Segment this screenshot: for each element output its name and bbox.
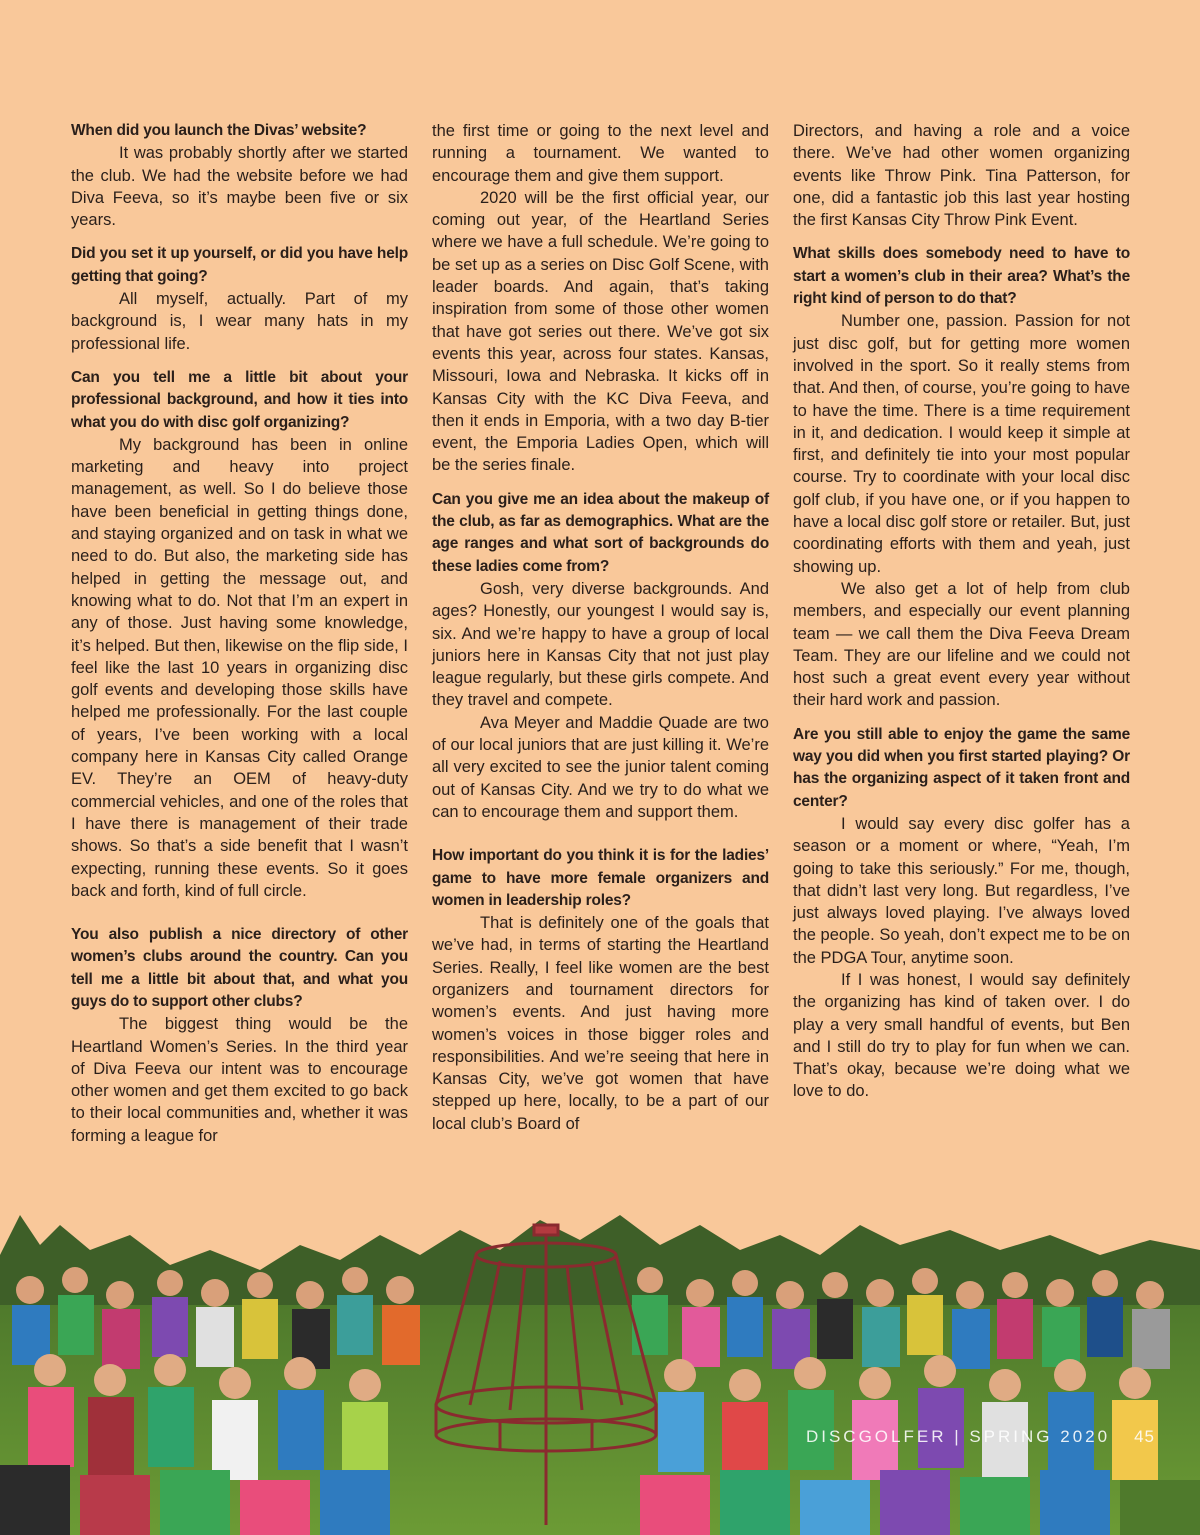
answer: Number one, passion. Passion for not just disc golf, but for getting more women involved in the sport. So it really stems from that. And then, of course, you’re going to have to have the time. There is a time requirement in it, and dedication. I would keep it simple at first, and definitely tie into your most popular course. Try to coordinate with your local disc golf club, if you have one, or if you happen to have a local disc golf store or retailer. But, just coordinating efforts with them and yeah, just showing up. [793, 312, 1130, 576]
page-footer [806, 1427, 1155, 1447]
answer: All myself, actually. Part of my background is, I wear many hats in my professional life. [71, 290, 408, 353]
question: When did you launch the Divas’ website? [71, 122, 367, 139]
question: Did you set it up yourself, or did you have help getting that going? [71, 245, 408, 285]
answer: Directors, and having a role and a voice there. We’ve had other women organizing events like Throw Pink. Tina Patterson, for one, did a fantastic job this last year hosting the first Kansas City Throw Pink Event. [793, 122, 1130, 230]
answer: I would say every disc golfer has a season or a moment or where, “Yeah, I’m going to take this seriously.” For me, though, that didn’t last very long. But regardless, I’ve just always loved playing. I’ve always loved the people. So yeah, don’t expect me to be on the PDGA Tour, anytime soon. [793, 814, 1130, 967]
column-3 [793, 120, 1130, 1147]
answer: That is definitely one of the goals that we’ve had, in terms of starting the Heartland Series. Really, I feel like women are the best organizers and tournament directors for women’s events. And just having more women’s voices in those bigger roles and responsibilities. And we’re seeing that here in Kansas City, we’ve got women that have stepped up here, locally, to be a part of our local club’s Board of [432, 914, 769, 1133]
answer: the first time or going to the next level and running a tournament. We wanted to encourage them and give them support. [432, 122, 769, 185]
column-1 [71, 120, 408, 1147]
answer: Ava Meyer and Maddie Quade are two of our local juniors that are just killing it. We’re all very excited to see the junior talent coming out of Kansas City. And we try to do what we can to encourage them and support them. [432, 713, 769, 821]
question: You also publish a nice directory of other women’s clubs around the country. Can you tell me a little bit about that, and what you guys do to support other clubs? [71, 926, 408, 1010]
answer: My background has been in online marketing and heavy into project management, as well. So I do believe those have been beneficial in getting things done, and staying organized and on task in what we need to do. But also, the marketing side has helped in getting the message out, and knowing what to do. Not that I’m an expert in any of those. Just having some knowledge, it’s helped. But then, likewise on the flip side, I feel like the last 10 years in organizing disc golf events and developing those skills have helped me professionally. For the last couple of years, I’ve been working with a local company here in Kansas City called Orange EV. They’re an OEM of heavy-duty commercial vehicles, and one of the roles that I have there is management of their trade shows. So that’s a side benefit that I wasn’t expecting, running these events. So it goes back and forth, kind of full circle. [71, 435, 408, 900]
question: How important do you think it is for the ladies’ game to have more female organizers and women in leadership roles? [432, 847, 769, 909]
answer: It was probably shortly after we started the club. We had the website before we had Diva Feeva, so it’s maybe been five or six years. [71, 144, 408, 230]
question: Can you tell me a little bit about your professional background, and how it ties into what you do with disc golf organizing? [71, 368, 408, 431]
column-2 [432, 120, 769, 1147]
page-number: 45 [1134, 1427, 1155, 1446]
answer: The biggest thing would be the Heartland Women’s Series. In the third year of Diva Feeva our intent was to encourage other women and get them excited to go back to their local communities and, whether it was forming a league for [71, 1015, 408, 1145]
question: Are you still able to enjoy the game the same way you did when you first started playing? Or has the organizing aspect of it taken front and center? [793, 725, 1130, 810]
question: What skills does somebody need to have to start a women’s club in their area? What’s the right kind of person to do that? [793, 245, 1130, 308]
answer: We also get a lot of help from club members, and especially our event planning team — we call them the Diva Feeva Dream Team. They are our lifeline and we could not host such a great event every year without their hard work and passion. [793, 579, 1130, 710]
answer: Gosh, very diverse backgrounds. And ages? Honestly, our youngest I would say is, six. And we’re happy to have a group of local juniors here in Kansas City that not just play league regularly, but these girls compete. And they travel and compete. [432, 579, 769, 710]
article-columns [71, 120, 1131, 1147]
crowd-photo [0, 1195, 1200, 1535]
publication-name: DISCGOLFER | SPRING 2020 [805, 1427, 1111, 1446]
answer: If I was honest, I would say definitely the organizing has kind of taken over. I do play a very small handful of events, but Ben and I still do try to play for fun when we can. That’s okay, because we’re doing what we love to do. [793, 970, 1130, 1101]
question: Can you give me an idea about the makeup of the club, as far as demographics. What are the age ranges and what sort of backgrounds do these ladies come from? [432, 490, 769, 575]
answer: 2020 will be the first official year, our coming out year, of the Heartland Series where we have a full schedule. We’re going to be set up as a series on Disc Golf Scene, with leader boards. And again, that’s taking inspiration from some of those other women that have got series out there. We’ve got six events this year, across four states. Kansas, Missouri, Iowa and Nebraska. It kicks off in Kansas City with the KC Diva Feeva, and then it ends in Emporia, with a two day B-tier event, the Emporia Ladies Open, which will be the series finale. [432, 188, 769, 475]
group-photo-illustration [0, 1195, 1200, 1535]
